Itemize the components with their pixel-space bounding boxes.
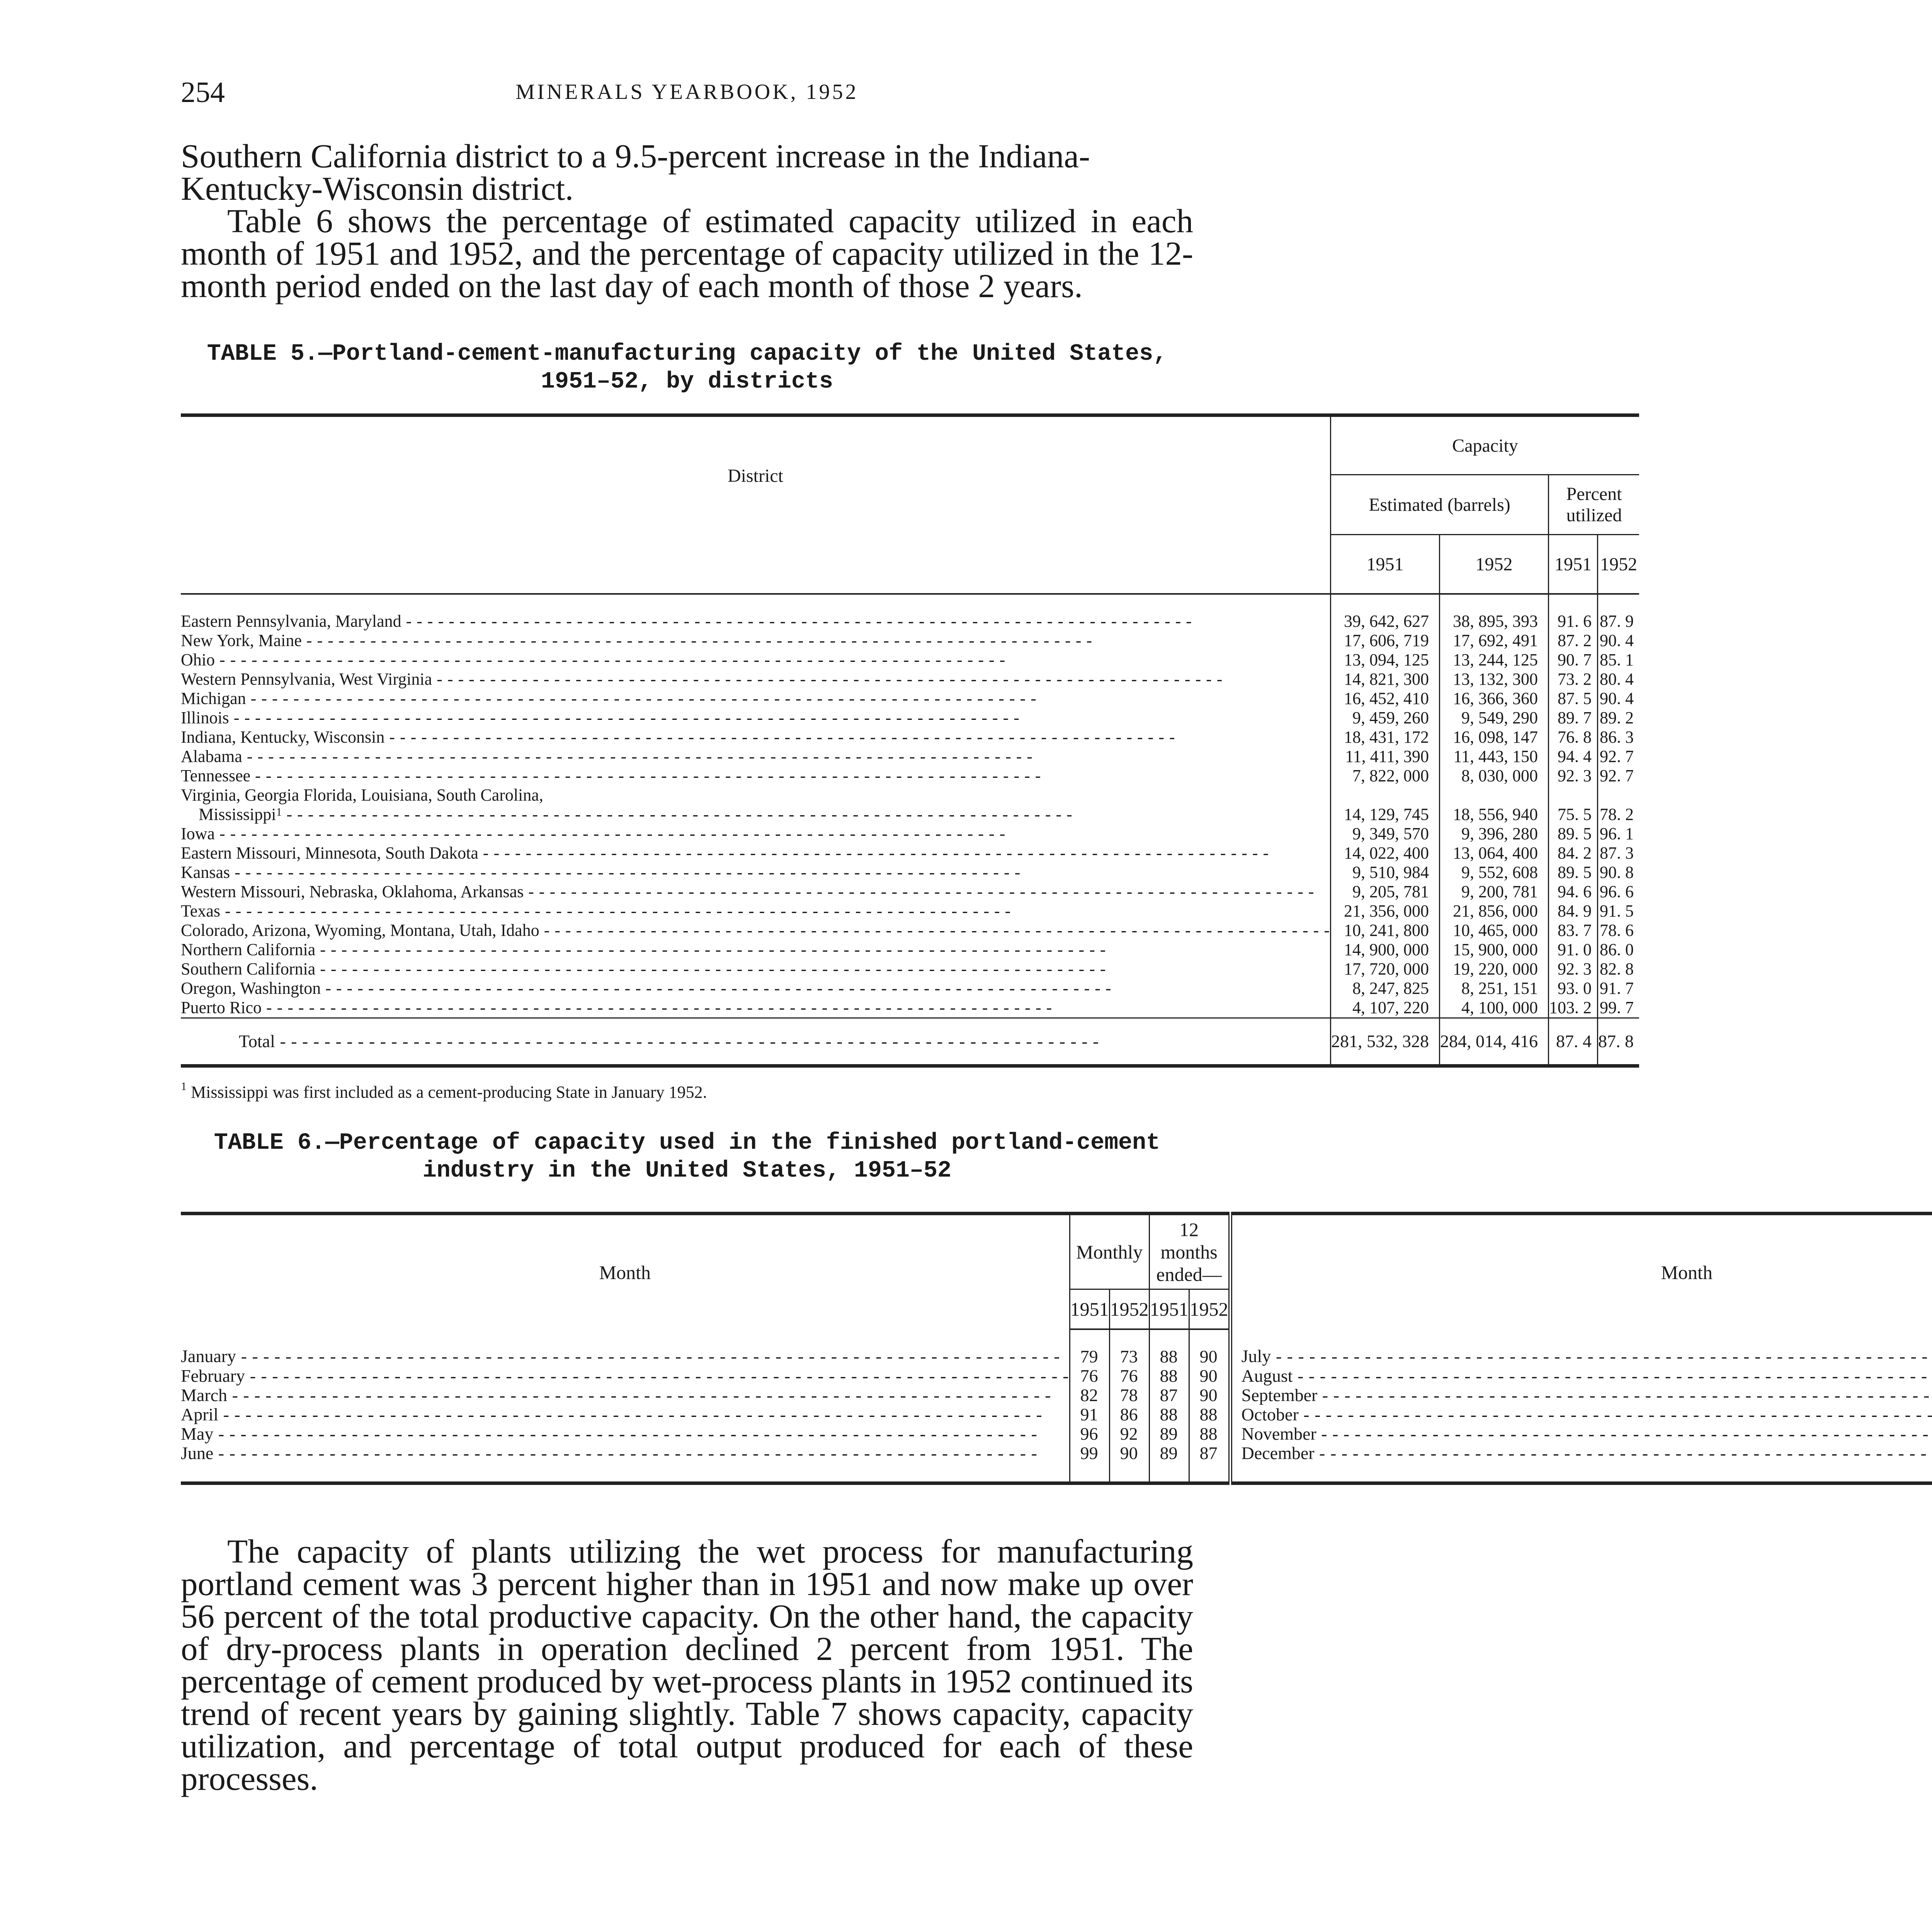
district-cell — [181, 959, 1330, 979]
district-cell — [181, 940, 1330, 959]
intro-paragraph — [181, 137, 1193, 304]
value-cell: 86 — [1109, 1405, 1149, 1424]
cell-est-1951: 4, 107, 220 — [1330, 998, 1439, 1018]
cell-est-1952: 16, 366, 360 — [1439, 689, 1548, 708]
district-cell — [181, 844, 1330, 863]
value-cell: 92 — [1109, 1424, 1149, 1444]
district-wrap — [181, 959, 1330, 979]
cell-est-1951: 14, 900, 000 — [1330, 940, 1439, 959]
value-cell: 99 — [1070, 1444, 1109, 1483]
table-row — [181, 921, 1639, 940]
district-cell — [181, 901, 1330, 921]
value-cell: 96 — [1070, 1424, 1109, 1444]
district-wrap — [181, 940, 1330, 959]
district-wrap — [181, 921, 1330, 940]
value-cell: 91 — [1070, 1405, 1109, 1424]
total-est-1951: 281, 532, 328 — [1330, 1018, 1439, 1066]
table-row — [181, 998, 1639, 1018]
table6-header-12mo-a: 12 months ended— — [1149, 1214, 1230, 1289]
district-wrap — [181, 824, 1330, 844]
table-row — [181, 670, 1639, 689]
cell-pct-1952: 86. 0 — [1597, 940, 1639, 959]
value-cell: 73 — [1109, 1329, 1149, 1366]
footnote-text: Mississippi was first included as a cement-producing State in January 1952. — [191, 1083, 707, 1102]
district-wrap — [181, 863, 1330, 882]
intro-paragraph-line-2: Table 6 shows the percentage of estimated capacity utilized in each month of 1951 and 1952, and the percentage of capacity utilized in the 12-month period ended on the last day of each month of those 2 years. — [181, 202, 1193, 304]
cell-est-1952: 10, 465, 000 — [1439, 921, 1548, 940]
value-cell: 88 — [1189, 1405, 1230, 1424]
district-name: Michigan — [181, 689, 246, 708]
cell-pct-1952: 91. 7 — [1597, 979, 1639, 998]
month-cell — [1230, 1444, 1932, 1483]
table-row — [181, 863, 1639, 882]
district-cell — [181, 728, 1330, 747]
table6 — [181, 1212, 1932, 1485]
value-cell: 76 — [1109, 1366, 1149, 1386]
district-wrap — [181, 708, 1330, 728]
month-cell — [181, 1405, 1070, 1424]
table-row — [181, 959, 1639, 979]
table5-body — [181, 594, 1639, 1066]
value-cell: 88 — [1149, 1366, 1189, 1386]
cell-est-1951: 9, 205, 781 — [1330, 882, 1439, 901]
district-cell — [181, 670, 1330, 689]
total-label: Total — [239, 1031, 275, 1051]
month-label: December — [1241, 1443, 1315, 1463]
table6-header-month-b: Month — [1230, 1214, 1932, 1330]
district-wrap — [181, 670, 1330, 689]
cell-pct-1951: 91. 0 — [1548, 940, 1597, 959]
district-cell — [181, 650, 1330, 670]
cell-pct-1952: 80. 4 — [1597, 670, 1639, 689]
table-row — [181, 1444, 1932, 1483]
district-name: Alabama — [181, 747, 242, 766]
district-cell — [181, 863, 1330, 882]
district-name: Illinois — [181, 708, 229, 727]
district-name: Virginia, Georgia Florida, Louisiana, South Carolina, — [181, 786, 543, 804]
cell-est-1951: 9, 510, 984 — [1330, 863, 1439, 882]
table5-year-3: 1951 — [1548, 535, 1597, 594]
month-label: June — [181, 1443, 214, 1463]
district-cell — [181, 824, 1330, 844]
district-wrap — [181, 631, 1330, 650]
table5 — [181, 413, 1639, 1068]
running-title: MINERALS YEARBOOK, 1952 — [515, 80, 859, 104]
cell-est-1952: 18, 556, 940 — [1439, 805, 1548, 824]
month-label: March — [181, 1385, 228, 1405]
table-row — [181, 708, 1639, 728]
district-cell — [181, 998, 1330, 1018]
table5-year-4: 1952 — [1597, 535, 1639, 594]
district-name-cont — [181, 805, 1330, 824]
value-cell: 87 — [1149, 1386, 1189, 1405]
district-name: Kansas — [181, 863, 230, 882]
page-header — [181, 76, 1193, 111]
cell-pct-1952: 82. 8 — [1597, 959, 1639, 979]
table-row — [181, 1329, 1932, 1366]
table5-title: —Portland-cement-manufacturing capacity of the United States, 1951–52, by districts — [318, 341, 1167, 395]
table6-body — [181, 1329, 1932, 1483]
total-pct-1952: 87. 8 — [1597, 1018, 1639, 1066]
cell-est-1951: 14, 022, 400 — [1330, 844, 1439, 863]
table5-total-row — [181, 1018, 1639, 1066]
cell-est-1951: 8, 247, 825 — [1330, 979, 1439, 998]
month-cell — [1230, 1329, 1932, 1366]
district-wrap — [181, 901, 1330, 921]
district-wrap — [181, 766, 1330, 786]
cell-est-1951: 18, 431, 172 — [1330, 728, 1439, 747]
cell-pct-1951: 94. 6 — [1548, 882, 1597, 901]
cell-est-1952: 9, 549, 290 — [1439, 708, 1548, 728]
table-row — [181, 631, 1639, 650]
month-label: September — [1241, 1385, 1318, 1405]
district-name: Ohio — [181, 650, 215, 669]
district-cell — [181, 766, 1330, 786]
district-name: Southern California — [181, 959, 316, 978]
district-name: New York, Maine — [181, 631, 302, 650]
cell-est-1951: 9, 459, 260 — [1330, 708, 1439, 728]
district-wrap — [181, 979, 1330, 998]
month-cell — [181, 1366, 1070, 1386]
month-cell — [1230, 1424, 1932, 1444]
cell-pct-1951: 94. 4 — [1548, 747, 1597, 766]
cell-pct-1951: 92. 3 — [1548, 766, 1597, 786]
cell-pct-1952: 90. 8 — [1597, 863, 1639, 882]
table5-footnote — [181, 1082, 707, 1102]
table5-year-1: 1951 — [1330, 535, 1439, 594]
cell-pct-1951: 87. 5 — [1548, 689, 1597, 708]
cell-est-1952: 9, 396, 280 — [1439, 824, 1548, 844]
value-cell: 78 — [1109, 1386, 1149, 1405]
cell-est-1951: 16, 452, 410 — [1330, 689, 1439, 708]
table-row — [181, 766, 1639, 786]
month-label: November — [1241, 1424, 1316, 1444]
table-row — [181, 728, 1639, 747]
cell-pct-1952: 96. 1 — [1597, 824, 1639, 844]
value-cell: 87 — [1189, 1444, 1230, 1483]
value-cell: 89 — [1149, 1444, 1189, 1483]
district-wrap — [181, 747, 1330, 766]
table-row — [181, 1386, 1932, 1405]
cell-pct-1952: 85. 1 — [1597, 650, 1639, 670]
intro-paragraph-line-1: Southern California district to a 9.5-percent increase in the Indiana-Kentucky-Wisconsin district. — [181, 137, 1090, 207]
cell-pct-1952: 87. 3 — [1597, 844, 1639, 863]
district-wrap — [181, 689, 1330, 708]
cell-pct-1952: 96. 6 — [1597, 882, 1639, 901]
cell-est-1952: 19, 220, 000 — [1439, 959, 1548, 979]
district-name: Western Missouri, Nebraska, Oklahoma, Arkansas — [181, 882, 524, 901]
cell-pct-1952: 92. 7 — [1597, 747, 1639, 766]
value-cell: 76 — [1070, 1366, 1109, 1386]
cell-pct-1951: 89. 5 — [1548, 863, 1597, 882]
cell-est-1951: 14, 129, 745 — [1330, 805, 1439, 824]
value-cell: 88 — [1149, 1405, 1189, 1424]
month-label: July — [1241, 1346, 1271, 1366]
district-wrap — [181, 844, 1330, 863]
district-wrap — [181, 612, 1330, 631]
footnote-mark: 1 — [181, 1080, 187, 1093]
cell-est-1952: 13, 132, 300 — [1439, 670, 1548, 689]
value-cell: 89 — [1149, 1424, 1189, 1444]
cell-est-1952: 4, 100, 000 — [1439, 998, 1548, 1018]
table-row — [181, 882, 1639, 901]
cell-pct-1951: 73. 2 — [1548, 670, 1597, 689]
district-name: Puerto Rico — [181, 998, 262, 1017]
cell-pct-1951: 89. 7 — [1548, 708, 1597, 728]
table-row — [181, 747, 1639, 766]
table-row — [181, 901, 1639, 921]
value-cell: 90 — [1189, 1329, 1230, 1366]
district-name: Colorado, Arizona, Wyoming, Montana, Utah, Idaho — [181, 921, 539, 940]
month-label: May — [181, 1424, 214, 1444]
month-label: February — [181, 1366, 245, 1386]
cell-pct-1952: 99. 7 — [1597, 998, 1639, 1018]
table-row — [181, 940, 1639, 959]
cell-est-1952: 16, 098, 147 — [1439, 728, 1548, 747]
cell-pct-1951: 93. 0 — [1548, 979, 1597, 998]
district-cell — [181, 921, 1330, 940]
district-cell — [181, 747, 1330, 766]
cell-pct-1952: 92. 7 — [1597, 766, 1639, 786]
table-row — [181, 1424, 1932, 1444]
table6-caption — [181, 1129, 1193, 1185]
table-row — [181, 650, 1639, 670]
cell-pct-1952: 90. 4 — [1597, 631, 1639, 650]
t6-year-a2: 1952 — [1109, 1289, 1149, 1330]
value-cell: 82 — [1070, 1386, 1109, 1405]
value-cell: 90 — [1189, 1366, 1230, 1386]
cell-est-1951: 7, 822, 000 — [1330, 766, 1439, 786]
cell-pct-1951: 87. 2 — [1548, 631, 1597, 650]
cell-est-1951: 10, 241, 800 — [1330, 921, 1439, 940]
table5-header-estimated: Estimated (barrels) — [1330, 475, 1548, 535]
cell-pct-1952: 91. 5 — [1597, 901, 1639, 921]
cell-est-1952: 38, 895, 393 — [1439, 594, 1548, 631]
cell-est-1952: 11, 443, 150 — [1439, 747, 1548, 766]
cell-est-1952: 13, 064, 400 — [1439, 844, 1548, 863]
total-est-1952: 284, 014, 416 — [1439, 1018, 1548, 1066]
cell-pct-1952: 89. 2 — [1597, 708, 1639, 728]
month-cell — [181, 1444, 1070, 1483]
cell-pct-1952: 78. 6 — [1597, 921, 1639, 940]
cell-est-1952: 8, 251, 151 — [1439, 979, 1548, 998]
table-row — [181, 1366, 1932, 1386]
district-name: Eastern Pennsylvania, Maryland — [181, 612, 401, 631]
cell-pct-1951: 91. 6 — [1548, 594, 1597, 631]
cell-est-1952: 9, 200, 781 — [1439, 882, 1548, 901]
cell-pct-1952: 87. 9 — [1597, 594, 1639, 631]
cell-pct-1952: 86. 3 — [1597, 728, 1639, 747]
cell-est-1951: 39, 642, 627 — [1330, 594, 1439, 631]
value-cell: 88 — [1149, 1329, 1189, 1366]
table-row — [181, 805, 1639, 824]
district-wrap — [181, 998, 1330, 1017]
table-row — [181, 1405, 1932, 1424]
cell-pct-1951: 84. 9 — [1548, 901, 1597, 921]
district-wrap — [181, 650, 1330, 670]
cell-pct-1952: 90. 4 — [1597, 689, 1639, 708]
cell-pct-1951: 103. 2 — [1548, 998, 1597, 1018]
closing-paragraph: The capacity of plants utilizing the wet process for manufacturing portland cement was 3 percent higher than in 1951 and now make up over 56 percent of the total productive capacity. On the other hand, the capacity of dry-process plants in operation declined 2 percent from 1951. The percentage of cement produced by wet-process plants in 1952 continued its trend of recent years by gaining slightly. Table 7 shows capacity, capacity utilization, and percentage of total output produced for each of these processes. — [181, 1532, 1193, 1797]
district-wrap — [181, 728, 1330, 747]
district-name: Indiana, Kentucky, Wisconsin — [181, 728, 385, 747]
cell-pct-1952: 78. 2 — [1597, 805, 1639, 824]
value-cell: 90 — [1189, 1386, 1230, 1405]
district-name: Northern California — [181, 940, 316, 959]
district-cell — [181, 631, 1330, 650]
month-cell — [181, 1329, 1070, 1366]
district-name-cont-text: Mississippi — [199, 805, 276, 824]
district-name: Oregon, Washington — [181, 979, 321, 998]
page-number: 254 — [181, 76, 225, 109]
cell-pct-1951: 76. 8 — [1548, 728, 1597, 747]
cell-est-1952: 13, 244, 125 — [1439, 650, 1548, 670]
value-cell: 79 — [1070, 1329, 1109, 1366]
district-name: Iowa — [181, 824, 215, 843]
value-cell: 88 — [1189, 1424, 1230, 1444]
table5-label: TABLE 5. — [207, 341, 318, 367]
table6-label: TABLE 6. — [214, 1130, 325, 1156]
table6-header-monthly-a: Monthly — [1070, 1214, 1149, 1289]
district-name: Western Pennsylvania, West Virginia — [181, 670, 432, 689]
cell-pct-1951: 75. 5 — [1548, 805, 1597, 824]
district-cell — [181, 689, 1330, 708]
cell-est-1951: 14, 821, 300 — [1330, 670, 1439, 689]
table-row — [181, 844, 1639, 863]
cell-est-1951: 9, 349, 570 — [1330, 824, 1439, 844]
cell-est-1951: 11, 411, 390 — [1330, 747, 1439, 766]
district-name: Texas — [181, 901, 220, 920]
total-pct-1951: 87. 4 — [1548, 1018, 1597, 1066]
table5-header-district: District — [181, 415, 1330, 535]
cell-est-1952: 9, 552, 608 — [1439, 863, 1548, 882]
district-cell — [181, 882, 1330, 901]
cell-est-1952: 8, 030, 000 — [1439, 766, 1548, 786]
month-label: August — [1241, 1366, 1293, 1386]
month-cell — [181, 1424, 1070, 1444]
month-label: January — [181, 1346, 236, 1366]
table-row-wrapped — [181, 786, 1639, 805]
cell-est-1952: 15, 900, 000 — [1439, 940, 1548, 959]
table6-title: —Percentage of capacity used in the finished portland-cement industry in the United States, 1951–52 — [325, 1130, 1160, 1184]
t6-year-a3: 1951 — [1149, 1289, 1189, 1330]
cell-est-1951: 13, 094, 125 — [1330, 650, 1439, 670]
district-cell — [181, 786, 1330, 805]
table5-caption — [181, 340, 1193, 396]
table5-header-capacity: Capacity — [1330, 415, 1639, 475]
table-row — [181, 979, 1639, 998]
cell-pct-1951: 92. 3 — [1548, 959, 1597, 979]
cell-est-1951: 21, 356, 000 — [1330, 901, 1439, 921]
cell-pct-1951: 84. 2 — [1548, 844, 1597, 863]
cell-est-1952: 21, 856, 000 — [1439, 901, 1548, 921]
cell-pct-1951: 90. 7 — [1548, 650, 1597, 670]
cell-est-1952: 17, 692, 491 — [1439, 631, 1548, 650]
month-cell — [181, 1386, 1070, 1405]
table6-header-month-a: Month — [181, 1214, 1070, 1330]
month-cell — [1230, 1405, 1932, 1424]
district-cell — [181, 979, 1330, 998]
month-label: April — [181, 1405, 219, 1424]
district-cell — [181, 594, 1330, 631]
district-cell — [181, 708, 1330, 728]
value-cell: 90 — [1109, 1444, 1149, 1483]
table-row — [181, 689, 1639, 708]
district-wrap — [181, 882, 1330, 901]
month-label: October — [1241, 1405, 1299, 1424]
table5-year-2: 1952 — [1439, 535, 1548, 594]
month-cell — [1230, 1386, 1932, 1405]
table-row — [181, 824, 1639, 844]
cell-pct-1951: 83. 7 — [1548, 921, 1597, 940]
district-name: Tennessee — [181, 766, 251, 785]
district-cell — [181, 805, 1330, 824]
cell-est-1951: 17, 606, 719 — [1330, 631, 1439, 650]
t6-year-a4: 1952 — [1189, 1289, 1230, 1330]
footnote-ref: 1 — [276, 806, 282, 818]
table-row — [181, 594, 1639, 631]
table5-header-percent: Percent utilized — [1548, 475, 1639, 535]
month-cell — [1230, 1366, 1932, 1386]
t6-year-a1: 1951 — [1070, 1289, 1109, 1330]
district-name: Eastern Missouri, Minnesota, South Dakota — [181, 844, 478, 862]
cell-est-1951: 17, 720, 000 — [1330, 959, 1439, 979]
cell-pct-1951: 89. 5 — [1548, 824, 1597, 844]
